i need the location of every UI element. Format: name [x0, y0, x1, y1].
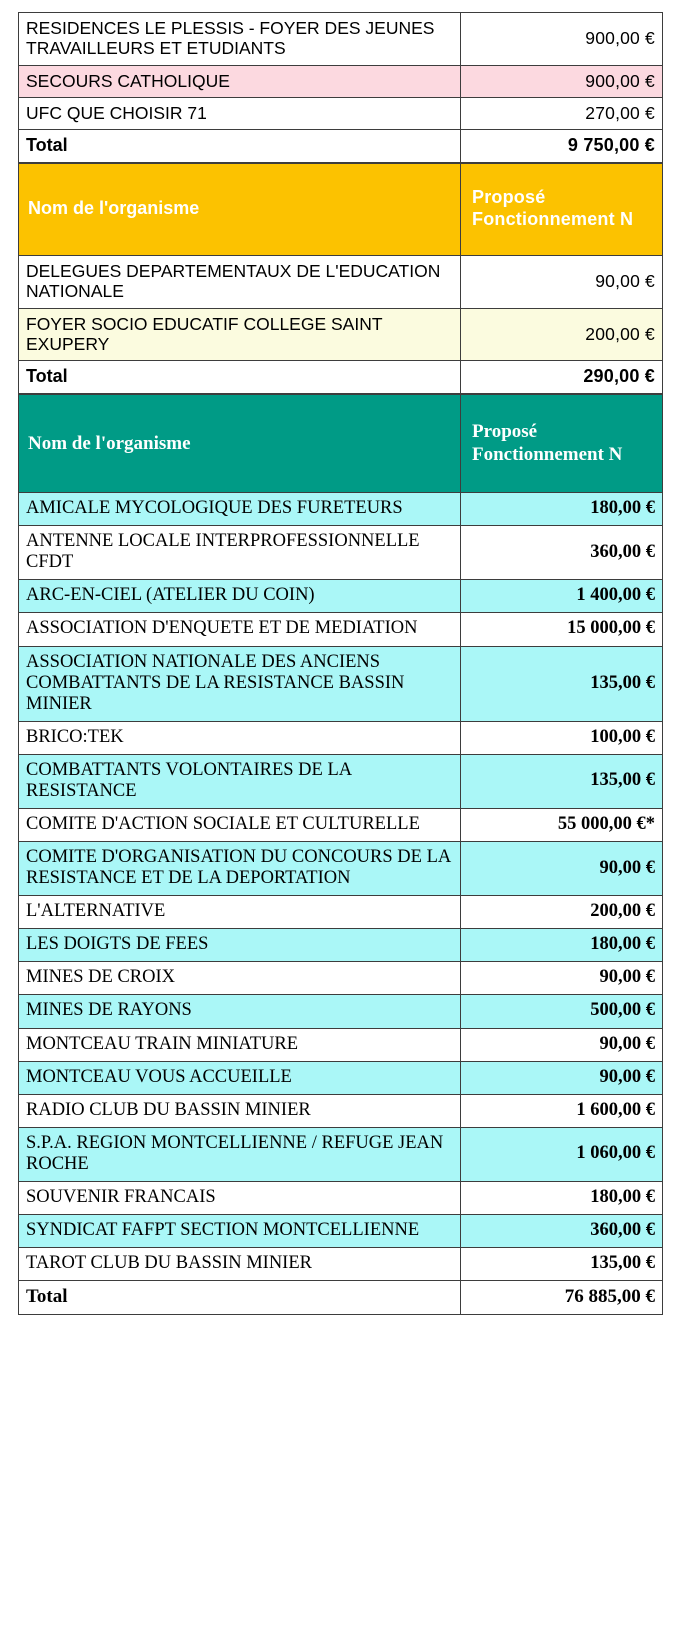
column-header-proposed-operating: Proposé Fonctionnement N	[461, 164, 663, 256]
cell-proposed-amount: 360,00 €	[461, 1215, 663, 1248]
cell-proposed-amount: 1 400,00 €	[461, 580, 663, 613]
cell-proposed-amount: 360,00 €	[461, 526, 663, 580]
cell-organisation-name: SYNDICAT FAFPT SECTION MONTCELLIENNE	[19, 1215, 461, 1248]
table-row	[19, 808, 663, 841]
table-row	[19, 580, 663, 613]
cell-proposed-amount: 500,00 €	[461, 995, 663, 1028]
table-row	[19, 256, 663, 309]
table-header-row-teal	[19, 395, 663, 493]
cell-proposed-amount: 180,00 €	[461, 493, 663, 526]
cell-proposed-amount: 200,00 €	[461, 896, 663, 929]
subsidy-table-continuation	[18, 12, 663, 163]
table-row	[19, 929, 663, 962]
table-row	[19, 97, 663, 129]
table-row	[19, 721, 663, 754]
subsidy-tables-container	[18, 12, 662, 1315]
table-row	[19, 1127, 663, 1181]
cell-organisation-name: COMITE D'ORGANISATION DU CONCOURS DE LA RESISTANCE ET DE LA DEPORTATION	[19, 842, 461, 896]
table-body-teal-rows	[19, 493, 663, 1315]
subsidy-table-teal	[18, 394, 663, 1315]
cell-proposed-amount: 1 060,00 €	[461, 1127, 663, 1181]
cell-proposed-amount: 270,00 €	[461, 97, 663, 129]
table-row	[19, 1181, 663, 1214]
cell-organisation-name: TAROT CLUB DU BASSIN MINIER	[19, 1248, 461, 1281]
cell-proposed-amount: 900,00 €	[461, 65, 663, 97]
cell-organisation-name: COMBATTANTS VOLONTAIRES DE LA RESISTANCE	[19, 754, 461, 808]
cell-proposed-amount: 900,00 €	[461, 13, 663, 66]
cell-organisation-name: COMITE D'ACTION SOCIALE ET CULTURELLE	[19, 808, 461, 841]
table-row	[19, 493, 663, 526]
table-row	[19, 65, 663, 97]
cell-proposed-amount: 90,00 €	[461, 962, 663, 995]
table-body-orange-rows	[19, 256, 663, 394]
cell-proposed-amount: 180,00 €	[461, 1181, 663, 1214]
cell-proposed-amount: 100,00 €	[461, 721, 663, 754]
table-row	[19, 1094, 663, 1127]
cell-organisation-name: MONTCEAU TRAIN MINIATURE	[19, 1028, 461, 1061]
table-row	[19, 308, 663, 361]
total-label: Total	[19, 361, 461, 394]
cell-organisation-name: MINES DE CROIX	[19, 962, 461, 995]
cell-organisation-name: ANTENNE LOCALE INTERPROFESSIONNELLE CFDT	[19, 526, 461, 580]
table-row	[19, 1215, 663, 1248]
cell-organisation-name: S.P.A. REGION MONTCELLIENNE / REFUGE JEAN ROCHE	[19, 1127, 461, 1181]
table-total-row	[19, 1281, 663, 1315]
cell-proposed-amount: 135,00 €	[461, 646, 663, 721]
column-header-organisation-name: Nom de l'organisme	[19, 395, 461, 493]
cell-proposed-amount: 90,00 €	[461, 842, 663, 896]
table-row	[19, 1061, 663, 1094]
table-row	[19, 995, 663, 1028]
cell-organisation-name: AMICALE MYCOLOGIQUE DES FURETEURS	[19, 493, 461, 526]
cell-proposed-amount: 90,00 €	[461, 256, 663, 309]
cell-organisation-name: RESIDENCES LE PLESSIS - FOYER DES JEUNES TRAVAILLEURS ET ETUDIANTS	[19, 13, 461, 66]
cell-organisation-name: ASSOCIATION D'ENQUETE ET DE MEDIATION	[19, 613, 461, 646]
cell-organisation-name: LES DOIGTS DE FEES	[19, 929, 461, 962]
table-header-row-orange	[19, 164, 663, 256]
subsidy-table-orange	[18, 163, 663, 394]
cell-proposed-amount: 200,00 €	[461, 308, 663, 361]
cell-organisation-name: SECOURS CATHOLIQUE	[19, 65, 461, 97]
cell-organisation-name: MINES DE RAYONS	[19, 995, 461, 1028]
table-row	[19, 646, 663, 721]
cell-organisation-name: DELEGUES DEPARTEMENTAUX DE L'EDUCATION NATIONALE	[19, 256, 461, 309]
cell-organisation-name: FOYER SOCIO EDUCATIF COLLEGE SAINT EXUPERY	[19, 308, 461, 361]
table-row	[19, 962, 663, 995]
total-amount: 9 750,00 €	[461, 130, 663, 163]
cell-proposed-amount: 15 000,00 €	[461, 613, 663, 646]
table-total-row	[19, 361, 663, 394]
table-total-row	[19, 130, 663, 163]
cell-proposed-amount: 90,00 €	[461, 1061, 663, 1094]
cell-organisation-name: L'ALTERNATIVE	[19, 896, 461, 929]
table-row	[19, 13, 663, 66]
table-row	[19, 896, 663, 929]
cell-proposed-amount: 135,00 €	[461, 754, 663, 808]
table-body-orange	[19, 164, 663, 256]
cell-organisation-name: ARC-EN-CIEL (ATELIER DU COIN)	[19, 580, 461, 613]
cell-proposed-amount: 90,00 €	[461, 1028, 663, 1061]
cell-organisation-name: SOUVENIR FRANCAIS	[19, 1181, 461, 1214]
cell-organisation-name: BRICO:TEK	[19, 721, 461, 754]
column-header-proposed-operating: Proposé Fonctionnement N	[461, 395, 663, 493]
cell-organisation-name: UFC QUE CHOISIR 71	[19, 97, 461, 129]
total-label: Total	[19, 130, 461, 163]
table-body-continuation	[19, 13, 663, 163]
table-row	[19, 842, 663, 896]
cell-organisation-name: RADIO CLUB DU BASSIN MINIER	[19, 1094, 461, 1127]
column-header-organisation-name: Nom de l'organisme	[19, 164, 461, 256]
table-row	[19, 613, 663, 646]
table-row	[19, 526, 663, 580]
table-row	[19, 754, 663, 808]
total-amount: 76 885,00 €	[461, 1281, 663, 1315]
table-body-teal	[19, 395, 663, 493]
total-label: Total	[19, 1281, 461, 1315]
cell-organisation-name: MONTCEAU VOUS ACCUEILLE	[19, 1061, 461, 1094]
cell-proposed-amount: 1 600,00 €	[461, 1094, 663, 1127]
cell-proposed-amount: 55 000,00 €*	[461, 808, 663, 841]
table-row	[19, 1248, 663, 1281]
cell-proposed-amount: 135,00 €	[461, 1248, 663, 1281]
cell-organisation-name: ASSOCIATION NATIONALE DES ANCIENS COMBATTANTS DE LA RESISTANCE BASSIN MINIER	[19, 646, 461, 721]
cell-proposed-amount: 180,00 €	[461, 929, 663, 962]
table-row	[19, 1028, 663, 1061]
total-amount: 290,00 €	[461, 361, 663, 394]
